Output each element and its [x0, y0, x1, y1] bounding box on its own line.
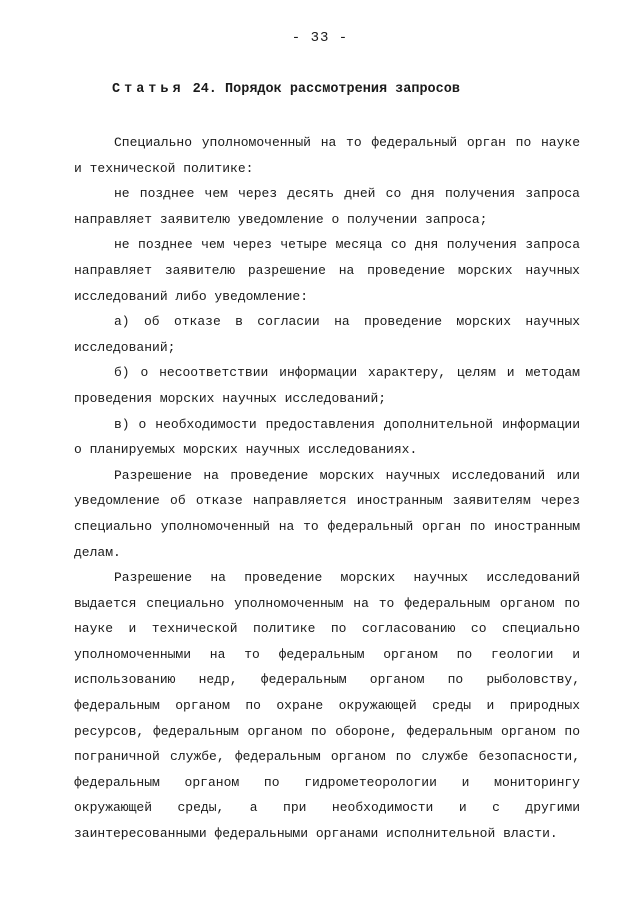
paragraph-ten-days: не позднее чем через десять дней со дня получения запроса направляет заявителю уведомление о получении запроса;: [74, 186, 580, 227]
paragraph-item-b: б) о несоответствии информации характеру, целям и методам проведения морских научных исследований;: [74, 365, 580, 406]
article-title: 24. Порядок рассмотрения запросов: [192, 82, 460, 97]
article-body: [74, 130, 580, 847]
paragraph-item-c: в) о необходимости предоставления дополнительной информации о планируемых морских научных исследованиях.: [74, 416, 580, 458]
article-heading: [112, 82, 460, 97]
paragraph-intro: Специально уполномоченный на то федеральный орган по науке и технической политике:: [74, 135, 580, 176]
paragraph-foreign-applicants: Разрешение на проведение морских научных исследований или уведомление об отказе направляется иностранным заявителям через специально уполномоченный на то федеральный орган по иностранным делам.: [74, 467, 580, 560]
paragraph-four-months: не позднее чем через четыре месяца со дня получения запроса направляет заявителю разрешение на проведение морских научных исследований либо уведомление:: [74, 237, 580, 304]
article-label: Статья: [112, 82, 185, 97]
paragraph-permit-approval: Разрешение на проведение морских научных исследований выдается специально уполномоченным на то федеральным органом по науке и технической политике по согласованию со специально уполномоченными на то федеральным органом по геологии и использованию недр, федеральным органом по рыболовству, федеральным органом по охране окружающей среды и природных ресурсов, федеральным органом по обороне, федеральным органом по пограничной службе, федеральным органом по службе безопасности, федеральным органом по гидрометеорологии и мониторингу окружающей среды, а при необходимости и с другими заинтересованными федеральными органами исполнительной власти.: [74, 570, 580, 842]
paragraph-item-a: а) об отказе в согласии на проведение морских научных исследований;: [74, 314, 580, 355]
page-number: - 33 -: [291, 30, 349, 46]
